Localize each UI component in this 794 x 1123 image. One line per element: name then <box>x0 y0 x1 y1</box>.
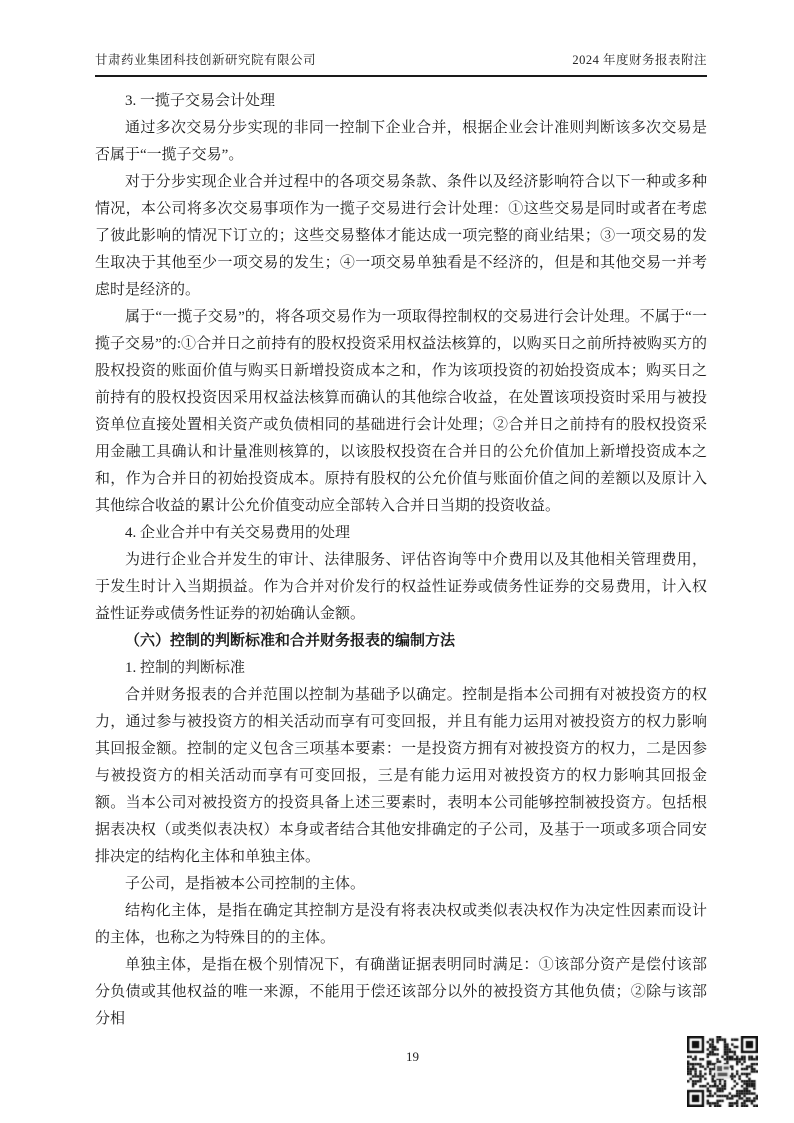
paragraph: 合并财务报表的合并范围以控制为基础予以确定。控制是指本公司拥有对被投资方的权力，通过参与被投资方的相关活动而享有可变回报，并且有能力运用对被投资方的权力影响其回报金额。控制的定义包含三项基本要素：一是投资方拥有对被投资方的权力，二是因参与被投资方的相关活动而享有可变回报，三是有能力运用对被投资方的权力影响其回报金额。当本公司对被投资方的投资具备上述三要素时，表明本公司能够控制被投资方。包括根据表决权（或类似表决权）本身或者结合其他安排确定的子公司，及基于一项或多项合同安排决定的结构化主体和单独主体。 <box>95 687 707 865</box>
qr-code <box>687 1036 758 1107</box>
document-body <box>95 88 707 1033</box>
paragraph: 结构化主体，是指在确定其控制方是没有将表决权或类似表决权作为决定性因素而设计的主体，也称之为特殊目的的主体。 <box>95 903 707 946</box>
paragraph: 单独主体，是指在极个别情况下，有确凿证据表明同时满足：①该部分资产是偿付该部分负债或其他权益的唯一来源，不能用于偿还该部分以外的被投资方其他负债；②除与该部分相 <box>95 957 707 1027</box>
numbered-heading: 1. 控制的判断标准 <box>125 660 246 676</box>
paragraph: 属于“一揽子交易”的，将各项交易作为一项取得控制权的交易进行会计处理。不属于“一揽子交易”的:①合并日之前持有的股权投资采用权益法核算的，以购买日之前所持被购买方的股权投资的账面价值与购买日新增投资成本之和，作为该项投资的初始投资成本；购买日之前持有的股权投资因采用权益法核算而确认的其他综合收益，在处置该项投资时采用与被投资单位直接处置相关资产或负债相同的基础进行会计处理；②合并日之前持有的股权投资采用金融工具确认和计量准则核算的，以该股权投资在合并日的公允价值加上新增投资成本之和，作为合并日的初始投资成本。原持有股权的公允价值与账面价值之间的差额以及原计入其他综合收益的累计公允价值变动应全部转入合并日当期的投资收益。 <box>95 309 707 514</box>
numbered-heading: 3. 一揽子交易会计处理 <box>125 93 276 109</box>
header-doc-title: 2024 年度财务报表附注 <box>572 53 707 67</box>
page-header <box>95 50 707 77</box>
paragraph: 通过多次交易分步实现的非同一控制下企业合并，根据企业会计准则判断该多次交易是否属于“一揽子交易”。 <box>95 120 707 163</box>
page-number: 19 <box>406 1049 419 1064</box>
numbered-heading: 4. 企业合并中有关交易费用的处理 <box>125 525 351 541</box>
section-heading: （六）控制的判断标准和合并财务报表的编制方法 <box>125 633 456 649</box>
paragraph: 子公司，是指被本公司控制的主体。 <box>125 876 366 892</box>
paragraph: 为进行企业合并发生的审计、法律服务、评估咨询等中介费用以及其他相关管理费用，于发生时计入当期损益。作为合并对价发行的权益性证券或债务性证券的交易费用，计入权益性证券或债务性证券的初始确认金额。 <box>95 552 707 622</box>
paragraph: 对于分步实现企业合并过程中的各项交易条款、条件以及经济影响符合以下一种或多种情况，本公司将多次交易事项作为一揽子交易进行会计处理：①这些交易是同时或者在考虑了彼此影响的情况下订立的；这些交易整体才能达成一项完整的商业结果；③一项交易的发生取决于其他至少一项交易的发生；④一项交易单独看是不经济的，但是和其他交易一并考虑时是经济的。 <box>95 174 707 298</box>
header-company-name: 甘肃药业集团科技创新研究院有限公司 <box>95 53 317 67</box>
